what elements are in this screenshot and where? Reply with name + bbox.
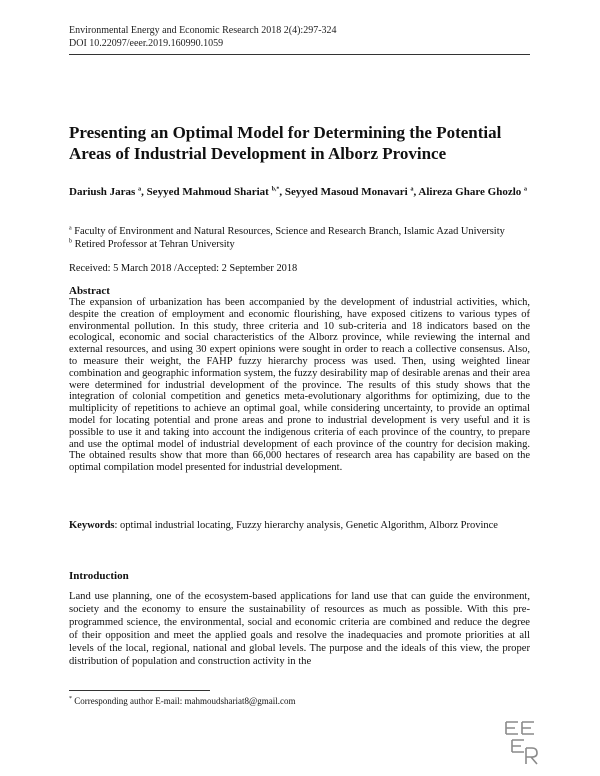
header-divider: [69, 54, 530, 55]
affiliation-text: Retired Professor at Tehran University: [74, 239, 235, 250]
abstract-heading: Abstract: [69, 285, 110, 297]
affiliation-b: [69, 238, 539, 251]
paper-title: Presenting an Optimal Model for Determining the Potential Areas of Industrial Development in Alborz Province: [69, 123, 502, 163]
keywords-text: : optimal industrial locating, Fuzzy hierarchy analysis, Genetic Algorithm, Alborz Province: [114, 520, 498, 531]
author-affiliation-mark: a: [138, 186, 142, 193]
keywords: [69, 520, 530, 532]
author-affiliation-mark: b,*: [271, 186, 280, 193]
footnote-mark: *: [69, 696, 72, 702]
introduction-heading: Introduction: [69, 570, 129, 582]
keywords-label: Keywords: [69, 520, 115, 531]
doi-line: DOI 10.22097/eeer.2019.160990.1059: [69, 38, 224, 49]
author-name: Seyyed Mahmoud Shariat: [146, 186, 269, 198]
affiliation-mark: a: [69, 225, 72, 232]
eeer-logo-graphic: [500, 716, 544, 768]
affiliation-a: [69, 225, 539, 238]
submission-dates: Received: 5 March 2018 /Accepted: 2 September 2018: [69, 263, 298, 274]
author-list: Dariush Jaras $^a$, Seyyed Mahmoud Shariat $^{b,*}$, Seyyed Masoud Monavari $^a$, Alireza Ghare Ghozlo $^a$: [69, 186, 528, 198]
eeer-journal-logo-icon: [500, 716, 544, 768]
author-affiliation-mark: a: [410, 186, 414, 193]
author-name: Seyyed Masoud Monavari: [284, 186, 408, 198]
author-affiliation-mark: a: [524, 186, 528, 193]
affiliation-mark: b: [69, 238, 72, 245]
journal-citation: Environmental Energy and Economic Research 2018 2(4):297-324: [69, 25, 337, 36]
footnote-divider: [69, 690, 210, 691]
author-name: Dariush Jaras: [69, 186, 136, 198]
footnote-text: Corresponding author E-mail: mahmoudshariat8@gmail.com: [72, 696, 296, 706]
author-name: Alireza Ghare Ghozlo: [418, 186, 522, 198]
introduction-body: Land use planning, one of the ecosystem-based applications for land use that can guide the environment, society and the economy to ensure the sustainability of resources as much as possible. With this pre-programmed science, the environmental, social and economic criteria are combined and reduce the degree of their opposition and meet the applied goals and resolve the inadequacies and promote priorities at all levels of the local, regional, national and global levels. The purpose and the ideals of this view, the proper distribution of population and construction activity in the: [69, 591, 530, 668]
abstract-body: The expansion of urbanization has been accompanied by the development of industrial activities, which, despite the creation of employment and economic flourishing, have exposed citizens to various types of environmental pollution. In this study, three criteria and 10 sub-criteria and 18 indicators based on the ecological, economic and social characteristics of the Alborz province, while reviewing the internal and external resources, and using 30 expert opinions were sought in order to reach a collective consensus. Also, to measure their weight, the FAHP fuzzy hierarchy process was used. Then, using weighted linear combination and geographic information system, the fuzzy desirability map of desirable arenas and their area were determined for industrial development of the province. The results of this study shows that the integration of colonial competition and genetics meta-evolutionary algorithms for optimizing, due to the multiplicity of repetitions to achieve an optimal goal, while considering uncertainty, to provide an optimal model for locating potential and prone areas and prone to industrial development is very useful and it is possible to use it and taking into account the indigenous criteria of each province of the country, to prepare and use the optimal model of industrial development of each province of the country for decision making. The obtained results show that more than 66,000 hectares of research area has capability are based on the optimal compilation model presented for industrial development.: [69, 297, 530, 474]
affiliation-text: Faculty of Environment and Natural Resources, Science and Research Branch, Islamic Azad University: [74, 226, 505, 237]
footnote: [69, 695, 296, 707]
